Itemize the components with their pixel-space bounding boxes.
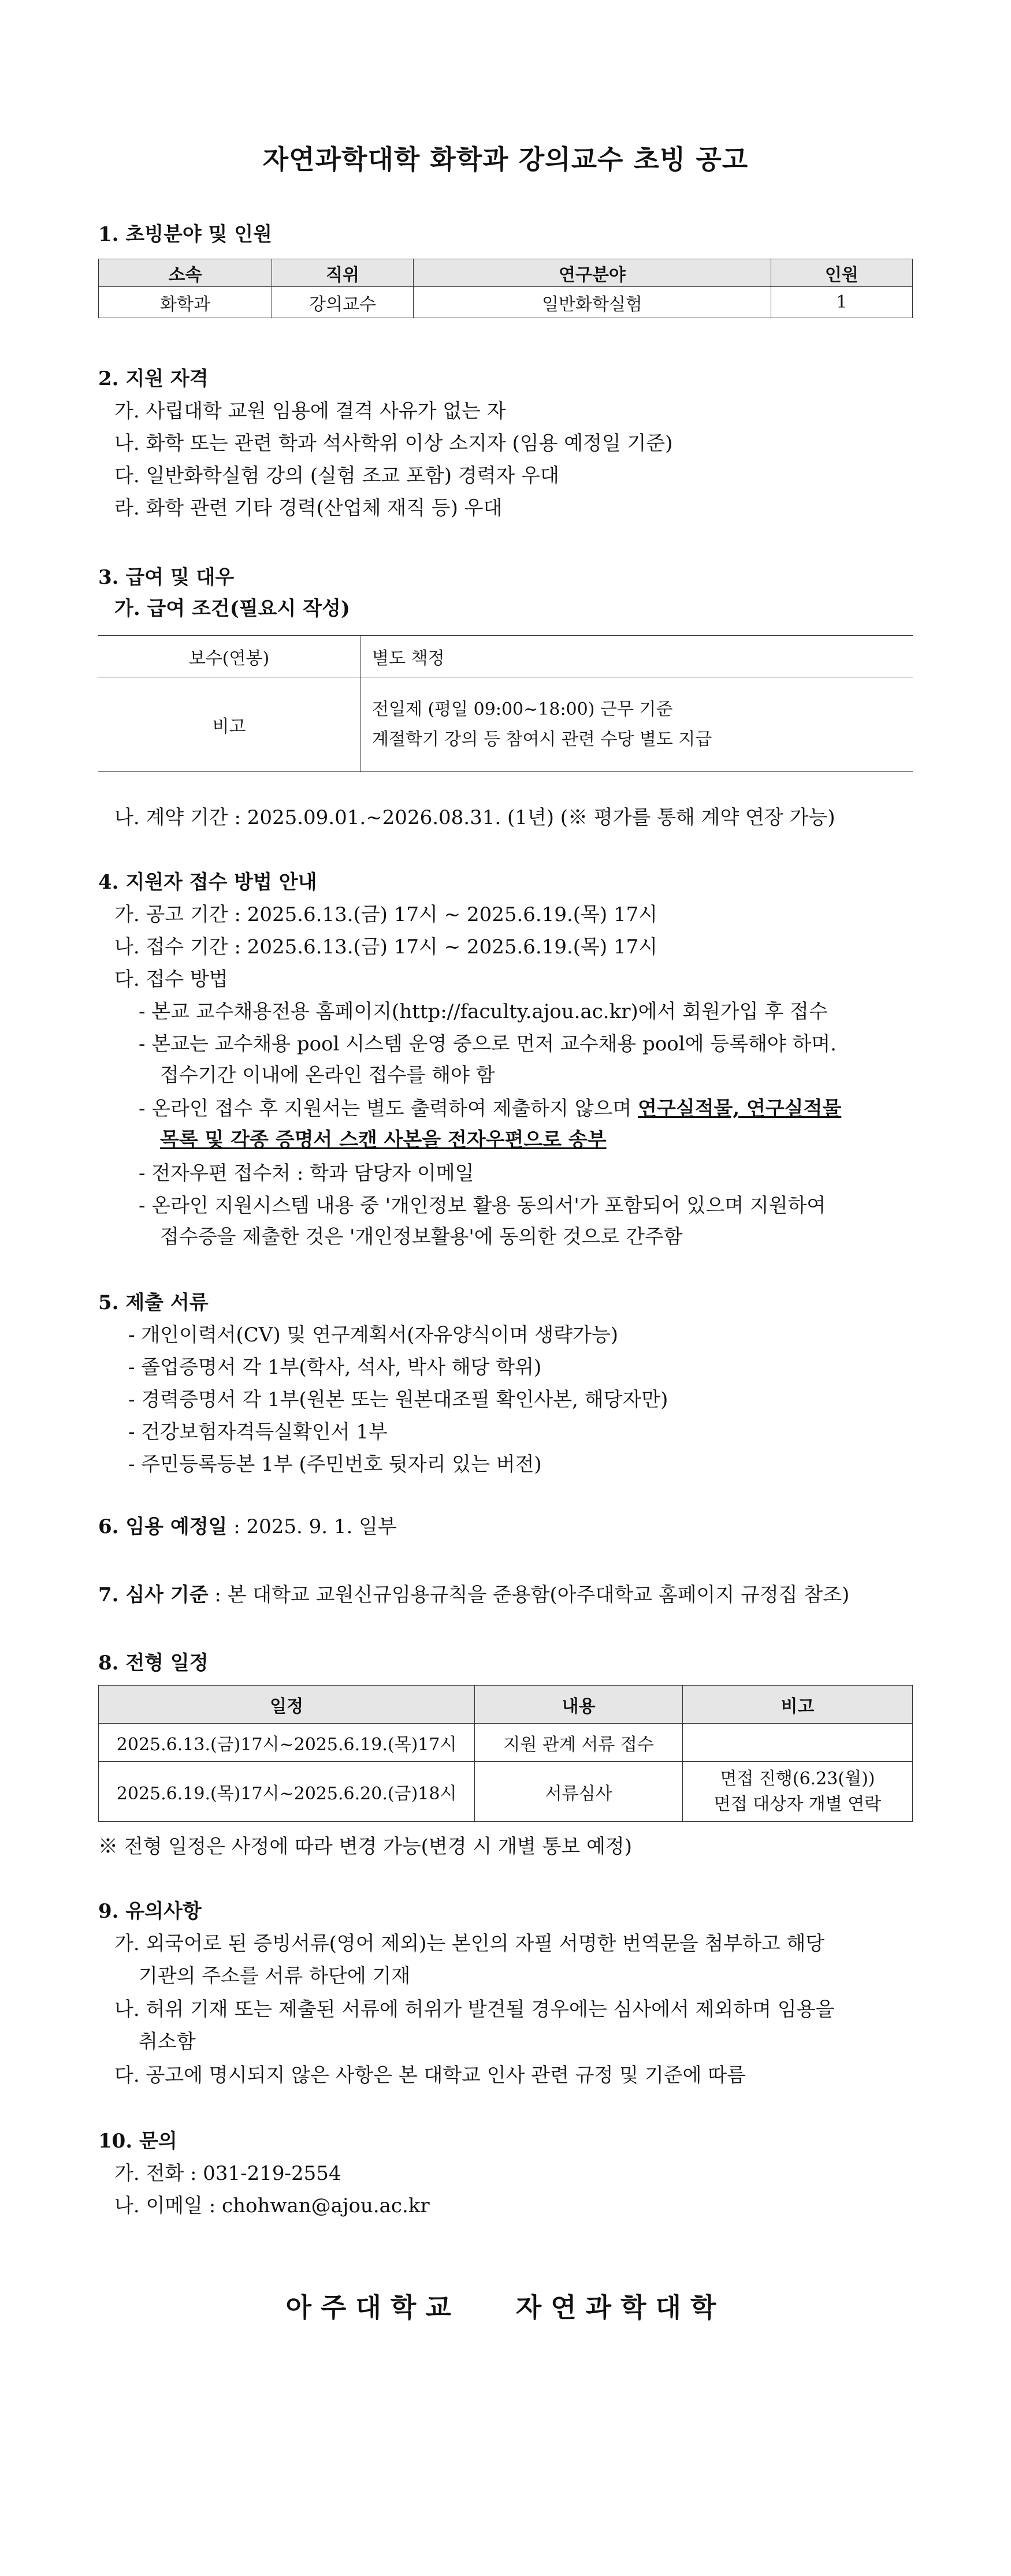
application-period: 나. 접수 기간 : 2025.6.13.(금) 17시 ~ 2025.6.19.(목) 17시 [114, 935, 658, 959]
underlined-text: 연구실적물, 연구실적물 [638, 1097, 842, 1120]
table-header: 내용 [475, 1686, 683, 1724]
list-item: 나. 허위 기재 또는 제출된 서류에 허위가 발견될 경우에는 심사에서 제외하며 임용을 [114, 1998, 835, 2021]
section-5-heading: 5. 제출 서류 [98, 1291, 209, 1314]
table-cell: 일반화학실험 [414, 287, 771, 318]
list-item: 가. 외국어로 된 증빙서류(영어 제외)는 본인의 자필 서명한 번역문을 첨부하고 해당 [114, 1932, 825, 1955]
salary-key: 보수(연봉) [98, 636, 360, 677]
list-item: - 개인이력서(CV) 및 연구계획서(자유양식이며 생략가능) [128, 1324, 619, 1347]
note-key: 비고 [98, 677, 360, 772]
section-3-heading: 3. 급여 및 대우 [98, 566, 235, 589]
page-title: 자연과학대학 화학과 강의교수 초빙 공고 [262, 144, 749, 175]
table-cell: 화학과 [99, 287, 272, 318]
table-cell [682, 1724, 912, 1762]
section-2-heading: 2. 지원 자격 [98, 367, 209, 390]
application-method: 다. 접수 방법 [114, 968, 228, 991]
list-item: 나. 화학 또는 관련 학과 석사학위 이상 소지자 (임용 예정일 기준) [114, 432, 673, 455]
appointment-date [98, 1511, 397, 1539]
list-item: 라. 화학 관련 기타 경력(산업체 재직 등) 우대 [114, 497, 503, 520]
list-item: - 온라인 지원시스템 내용 중 '개인정보 활용 동의서'가 포함되어 있으며 지원하여 [139, 1194, 826, 1217]
institution-footer: 아주대학교 자연과학대학 [285, 2292, 726, 2323]
list-item-continued: 기관의 주소를 서류 하단에 기재 [139, 1964, 411, 1988]
section-6-label: 6. 임용 예정일 [98, 1515, 228, 1538]
contact-phone: 가. 전화 : 031-219-2554 [114, 2162, 341, 2185]
position-table [98, 259, 913, 318]
underlined-text: 목록 및 각종 증명서 스캔 사본을 전자우편으로 송부 [160, 1128, 607, 1151]
table-header: 일정 [99, 1686, 475, 1724]
table-row [99, 1724, 913, 1762]
list-item: - 전자우편 접수처 : 학과 담당자 이메일 [139, 1162, 474, 1185]
note-line: 면접 대상자 개별 연락 [713, 1794, 882, 1814]
section-7-label: 7. 심사 기준 [98, 1583, 209, 1606]
salary-value: 별도 책정 [360, 636, 913, 677]
review-criteria [98, 1579, 849, 1607]
salary-condition-label: 가. 급여 조건(필요시 작성) [114, 597, 350, 620]
schedule-footnote: ※ 전형 일정은 사정에 따라 변경 가능(변경 시 개별 통보 예정) [98, 1835, 633, 1858]
list-item-continued: 취소함 [139, 2030, 196, 2053]
section-10-heading: 10. 문의 [98, 2130, 177, 2153]
salary-table [98, 635, 913, 772]
table-header: 연구분야 [414, 259, 771, 287]
list-item-continued: 접수기간 이내에 온라인 접수를 해야 함 [160, 1064, 495, 1087]
list-item: - 주민등록등본 1부 (주민번호 뒷자리 있는 버전) [128, 1453, 542, 1476]
table-cell: 2025.6.13.(금)17시~2025.6.19.(목)17시 [99, 1724, 475, 1762]
list-item [139, 1093, 841, 1121]
section-1-heading: 1. 초빙분야 및 인원 [98, 223, 272, 246]
schedule-table [98, 1685, 913, 1822]
list-item: - 본교 교수채용전용 홈페이지(http://faculty.ajou.ac.kr)에서 회원가입 후 접수 [139, 1000, 828, 1023]
section-9-heading: 9. 유의사항 [98, 1900, 202, 1923]
table-cell: 1 [771, 287, 912, 318]
list-item: - 졸업증명서 각 1부(학사, 석사, 박사 해당 학위) [128, 1356, 542, 1379]
table-cell: 지원 관계 서류 접수 [475, 1724, 683, 1762]
table-cell [682, 1762, 912, 1822]
table-cell: 강의교수 [272, 287, 413, 318]
table-header: 비고 [682, 1686, 912, 1724]
table-header: 인원 [771, 259, 912, 287]
table-cell: 서류심사 [475, 1762, 683, 1822]
list-item: - 건강보험자격득실확인서 1부 [128, 1421, 388, 1444]
list-item: 다. 일반화학실험 강의 (실험 조교 포함) 경력자 우대 [114, 464, 559, 487]
section-7-value: : 본 대학교 교원신규임용규칙을 준용함(아주대학교 홈페이지 규정집 참조) [208, 1583, 850, 1606]
note-value [360, 677, 913, 772]
list-item-continued: 접수증을 제출한 것은 '개인정보활용'에 동의한 것으로 간주함 [160, 1225, 683, 1248]
table-cell: 2025.6.19.(목)17시~2025.6.20.(금)18시 [99, 1762, 475, 1822]
table-header: 직위 [272, 259, 413, 287]
list-item: 다. 공고에 명시되지 않은 사항은 본 대학교 인사 관련 규정 및 기준에 따름 [114, 2064, 746, 2087]
note-line: 전일제 (평일 09:00~18:00) 근무 기준 [372, 699, 673, 720]
note-line: 면접 진행(6.23(월)) [720, 1768, 875, 1789]
text-span: - 온라인 접수 후 지원서는 별도 출력하여 제출하지 않으며 [139, 1097, 638, 1120]
note-line: 계절학기 강의 등 참여시 관련 수당 별도 지급 [372, 729, 712, 750]
table-row [99, 1762, 913, 1822]
list-item: - 경력증명서 각 1부(원본 또는 원본대조필 확인사본, 해당자만) [128, 1388, 668, 1411]
section-8-heading: 8. 전형 일정 [98, 1652, 209, 1675]
section-6-value: : 2025. 9. 1. 일부 [227, 1515, 397, 1538]
contract-period: 나. 계약 기간 : 2025.09.01.~2026.08.31. (1년) (※ 평가를 통해 계약 연장 가능) [114, 806, 835, 829]
table-header: 소속 [99, 259, 272, 287]
contact-email: 나. 이메일 : chohwan@ajou.ac.kr [114, 2194, 430, 2217]
notice-period: 가. 공고 기간 : 2025.6.13.(금) 17시 ~ 2025.6.19.(목) 17시 [114, 903, 658, 926]
section-4-heading: 4. 지원자 접수 방법 안내 [98, 871, 317, 894]
list-item: - 본교는 교수채용 pool 시스템 운영 중으로 먼저 교수채용 pool에 등록해야 하며. [139, 1032, 837, 1056]
list-item: 가. 사립대학 교원 임용에 결격 사유가 없는 자 [114, 400, 506, 423]
